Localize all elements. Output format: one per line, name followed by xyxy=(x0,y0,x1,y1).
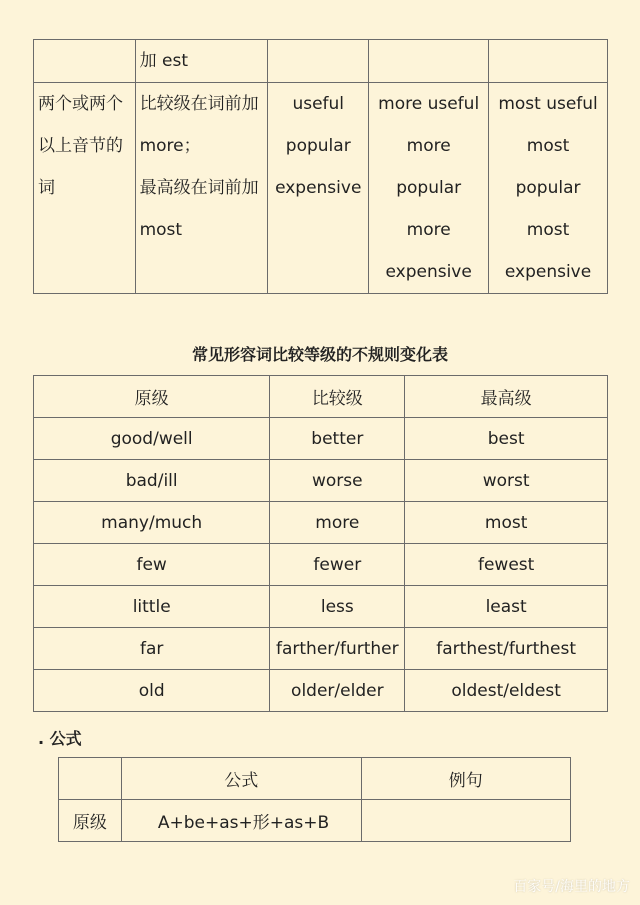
superlative-cell: most useful most popular most expensive xyxy=(489,83,608,294)
table-cell: good/well xyxy=(34,418,270,460)
table-cell xyxy=(361,800,570,842)
table-cell: less xyxy=(270,586,405,628)
irregular-table-title: 常见形容词比较等级的不规则变化表 xyxy=(191,345,448,364)
category-cell: 两个或两个 以上音节的 词 xyxy=(34,83,136,294)
table-cell: older/elder xyxy=(270,670,405,712)
table-row xyxy=(34,544,608,586)
table-cell: farthest/furthest xyxy=(405,628,608,670)
table-cell: most xyxy=(405,502,608,544)
irregular-forms-table xyxy=(33,375,608,712)
table-cell: 原级 xyxy=(59,800,122,842)
table-header-row xyxy=(34,376,608,418)
table-cell: many/much xyxy=(34,502,270,544)
table-cell: more xyxy=(270,502,405,544)
rule-cell: 比较级在词前加 more； 最高级在词前加 most xyxy=(135,83,268,294)
table-cell: least xyxy=(405,586,608,628)
table-row xyxy=(34,628,608,670)
comparison-rules-table xyxy=(33,39,608,294)
base-form-cell: useful popular expensive xyxy=(268,83,369,294)
formula-section-title: . 公式 xyxy=(38,729,82,748)
table-cell xyxy=(268,40,369,83)
formula-table xyxy=(58,757,571,842)
table-cell: few xyxy=(34,544,270,586)
table-cell: bad/ill xyxy=(34,460,270,502)
table-cell: oldest/eldest xyxy=(405,670,608,712)
table-cell: fewest xyxy=(405,544,608,586)
column-header: 原级 xyxy=(34,376,270,418)
column-header: 公式 xyxy=(121,758,361,800)
table-cell xyxy=(34,40,136,83)
table-cell: better xyxy=(270,418,405,460)
table-cell: old xyxy=(34,670,270,712)
table-row xyxy=(59,800,571,842)
column-header: 例句 xyxy=(361,758,570,800)
table-row xyxy=(34,502,608,544)
table-cell: little xyxy=(34,586,270,628)
table-cell: best xyxy=(405,418,608,460)
table-row xyxy=(34,586,608,628)
table-row xyxy=(34,460,608,502)
table-row xyxy=(34,83,608,294)
table-cell: A+be+as+形+as+B xyxy=(121,800,361,842)
table-cell: worst xyxy=(405,460,608,502)
table-row xyxy=(34,418,608,460)
column-header: 比较级 xyxy=(270,376,405,418)
table-cell: far xyxy=(34,628,270,670)
table-cell: farther/further xyxy=(270,628,405,670)
table-cell xyxy=(369,40,489,83)
column-header: 最高级 xyxy=(405,376,608,418)
table-cell: 加 est xyxy=(135,40,268,83)
table-row xyxy=(34,670,608,712)
column-header xyxy=(59,758,122,800)
table-cell xyxy=(489,40,608,83)
table-row xyxy=(34,40,608,83)
comparative-cell: more useful more popular more expensive xyxy=(369,83,489,294)
watermark: 百家号/海里的地方 xyxy=(513,879,630,895)
table-cell: worse xyxy=(270,460,405,502)
table-header-row xyxy=(59,758,571,800)
table-cell: fewer xyxy=(270,544,405,586)
